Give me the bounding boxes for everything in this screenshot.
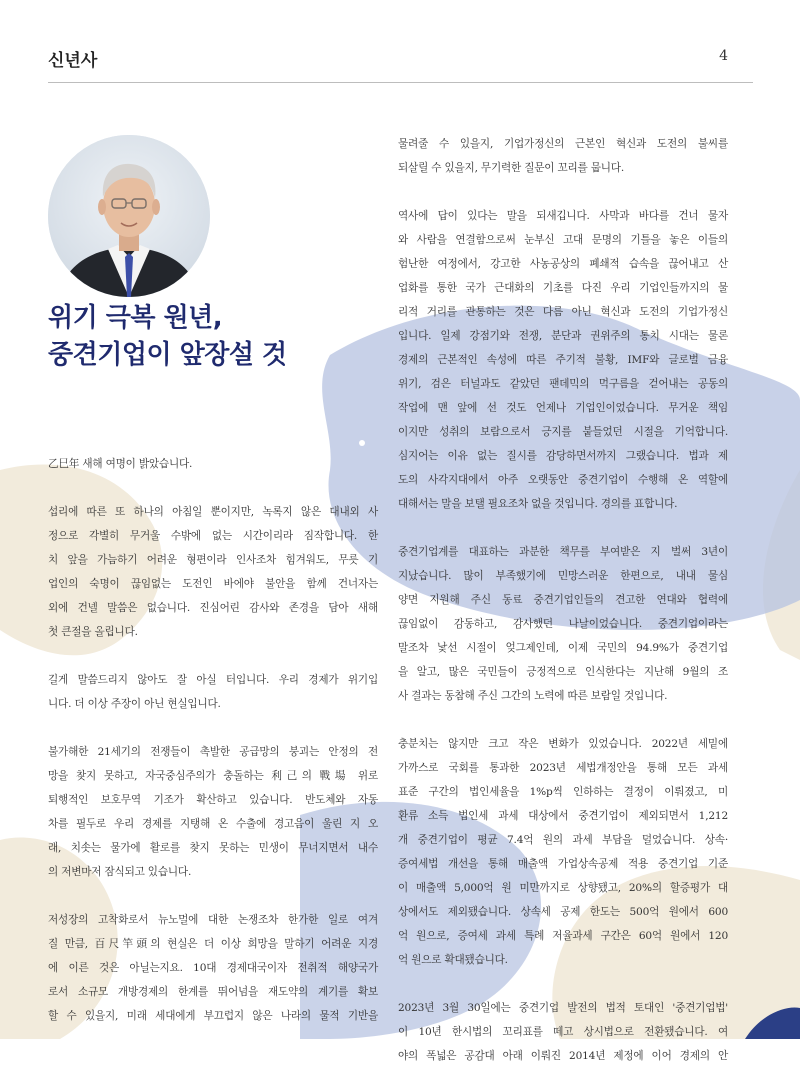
text-line: 경제의 근본적인 속성에 따른 주기적 불황, IMF와 글로벌 금융: [398, 354, 728, 366]
paragraph: [48, 908, 378, 1028]
text-line: 로서 소규모 개방경제의 한계를 뛰어넘을 재도약의 계기를 확보: [48, 986, 378, 998]
text-line: 乙巳年 새해 여명이 밝았습니다.: [48, 458, 193, 470]
text-line: 이지만 성취의 보람으로서 긍지를 붙들었던 시절을 기억합니다.: [398, 426, 728, 438]
text-line: 말조차 낯선 시절이 엊그제인데, 이제 국민의 94.9%가 중견기업: [398, 642, 728, 654]
text-line: 역사에 답이 있다는 말을 되새깁니다. 사막과 바다를 건너 물자: [398, 210, 728, 222]
text-line: 외에 건넬 말씀은 없습니다. 진심어린 감사와 존경을 담아 새해: [48, 602, 378, 614]
left-text-column: [48, 452, 378, 1028]
right-text-column: [398, 132, 728, 1068]
headline: [48, 300, 378, 374]
text-line: 이 10년 한시법의 꼬리표를 떼고 상시법으로 전환됐습니다. 여: [398, 1026, 728, 1038]
text-line: 억 원으로 확대됐습니다.: [398, 954, 508, 966]
text-line: 심지어는 이유 없는 질시를 감당하면서까지 그랬습니다. 법과 제: [398, 450, 728, 462]
text-line: 지났습니다. 많이 부족했기에 민망스러운 한편으로, 내내 물심: [398, 570, 728, 582]
paragraph: [48, 668, 378, 716]
text-line: 끊임없이 감동하고, 감사했던 나날이었습니다. 중견기업이라는: [398, 618, 728, 630]
paragraph: [48, 452, 378, 476]
decor-dot: [359, 440, 365, 446]
text-line: 사 결과는 동참해 주신 그간의 노력에 따른 보람일 것입니다.: [398, 690, 668, 702]
text-line: 중견기업계를 대표하는 과분한 책무를 부여받은 지 벌써 3년이: [398, 546, 728, 558]
text-line: 충분치는 않지만 크고 작은 변화가 있었습니다. 2022년 세밑에: [398, 738, 728, 750]
text-line: 래, 치솟는 물가에 활로를 찾지 못하는 민생이 무너지면서 내수: [48, 842, 378, 854]
text-line: 에 이른 것은 아닐는지요. 10대 경제대국이자 전취적 해양국가: [48, 962, 378, 974]
text-line: 환류 소득 법인세 과세 대상에서 중견기업이 제외되면서 1,212: [398, 810, 728, 822]
text-line: 업인의 숙명이 끊임없는 도전인 바에야 불안을 함께 건너자는: [48, 578, 378, 590]
text-line: 위기, 검은 터널과도 같았던 팬데믹의 먹구름을 걷어내는 공동의: [398, 378, 728, 390]
text-line: 야의 폭넓은 공감대 아래 이뤄진 2014년 제정에 이어 경제의 안: [398, 1050, 728, 1062]
text-line: 퇴행적인 보호무역 기조가 확산하고 있습니다. 반도체와 자동: [48, 794, 378, 806]
section-label: 신년사: [48, 51, 98, 71]
text-line: 2023년 3월 30일에는 중견기업 발전의 법적 토대인 '중견기업법': [398, 1002, 728, 1014]
text-line: 상에서도 제외됐습니다. 상속세 공제 한도는 500억 원에서 600: [398, 906, 728, 918]
header-divider: [48, 82, 753, 83]
text-line: 가까스로 국회를 통과한 2023년 세법개정안을 통해 모든 과세: [398, 762, 728, 774]
text-line: 정으로 각별히 무거울 수밖에 없는 시간이리라 짐작합니다. 한: [48, 530, 378, 542]
text-line: 할 수 있을지, 미래 세대에게 부끄럽지 않은 나라의 물적 기반을: [48, 1010, 378, 1022]
text-line: 저성장의 고착화로서 뉴노멀에 대한 논쟁조차 한가한 일로 여겨: [48, 914, 378, 926]
paragraph: [398, 204, 728, 516]
text-line: 되살릴 수 있을지, 무기력한 질문이 꼬리를 뭅니다.: [398, 162, 625, 174]
portrait-photo: [48, 135, 210, 297]
text-line: 양면 지원해 주신 동료 중견기업인들의 견고한 연대와 협력에: [398, 594, 728, 606]
text-line: 증여세법 개선을 통해 매출액 가업상속공제 적용 중견기업 기준: [398, 858, 728, 870]
text-line: 첫 큰절을 올립니다.: [48, 626, 138, 638]
text-line: 업화를 통한 국가 근대화의 기초를 다진 우리 기업인들까지의 물: [398, 282, 728, 294]
text-line: 입니다. 일제 강점기와 전쟁, 분단과 권위주의 통치 시대는 물론: [398, 330, 728, 342]
text-line: 이 매출액 5,000억 원 미만까지로 상향됐고, 20%의 할증평가 대: [398, 882, 728, 894]
text-line: 섭리에 따른 또 하나의 아침일 뿐이지만, 녹록지 않은 대내외 사: [48, 506, 378, 518]
text-line: 개 중견기업이 평균 7.4억 원의 과세 부담을 덜었습니다. 상속·: [398, 834, 728, 846]
text-line: 의 저변마저 잠식되고 있습니다.: [48, 866, 192, 878]
portrait-illustration: [48, 135, 210, 297]
text-line: 길게 말씀드리지 않아도 잘 아실 터입니다. 우리 경제가 위기입: [48, 674, 378, 686]
text-line: 을 알고, 많은 국민들이 긍정적으로 인식한다는 지난해 9월의 조: [398, 666, 728, 678]
text-line: 작업에 맨 앞에 선 것도 언제나 기업인이었습니다. 무거운 책임: [398, 402, 728, 414]
paragraph: [398, 540, 728, 708]
text-line: 대해서는 말을 보탤 필요조차 없을 것입니다. 경의를 표합니다.: [398, 498, 678, 510]
text-line: 치 앞을 가늠하기 어려운 형편이라 인사조차 힘겨워도, 무릇 기: [48, 554, 378, 566]
text-line: 표준 구간의 법인세율을 1%p씩 인하하는 결정이 이뤄졌고, 미: [398, 786, 728, 798]
text-line: 물려줄 수 있을지, 기업가정신의 근본인 혁신과 도전의 불씨를: [398, 138, 728, 150]
headline-line-2: 중견기업이 앞장설 것: [48, 340, 287, 370]
paragraph: [398, 732, 728, 972]
text-line: 리적 거리를 관통하는 것은 다름 아닌 혁신과 도전의 기업가정신: [398, 306, 728, 318]
page-header: [48, 46, 728, 76]
headline-line-1: 위기 극복 원년,: [48, 303, 223, 333]
text-line: 차를 필두로 우리 경제를 지탱해 온 수출에 경고음이 울린 지 오: [48, 818, 378, 830]
paragraph: [48, 740, 378, 884]
text-line: 와 사람을 연결함으로써 눈부신 고대 문명의 기틀을 놓은 이들의: [398, 234, 728, 246]
text-line: 니다. 더 이상 주장이 아닌 현실입니다.: [48, 698, 221, 710]
text-line: 도의 사각지대에서 아주 오랫동안 중견기업이 수행해 온 역할에: [398, 474, 728, 486]
text-line: 질 만큼, 百尺竿頭의 현실은 더 이상 희망을 말하기 어려운 지경: [48, 938, 378, 950]
paragraph: [398, 996, 728, 1068]
text-line: 불가해한 21세기의 전쟁들이 촉발한 공급망의 붕괴는 안정의 전: [48, 746, 378, 758]
page-number: 4: [719, 48, 728, 64]
text-line: 험난한 여정에서, 강고한 사농공상의 폐쇄적 습속을 끊어내고 산: [398, 258, 728, 270]
text-line: 망을 찾지 못하고, 자국중심주의가 충돌하는 利己의 戰場 위로: [48, 770, 378, 782]
paragraph: [48, 500, 378, 644]
text-line: 억 원으로, 증여세 과세 특례 저율과세 구간은 60억 원에서 120: [398, 930, 728, 942]
paragraph: [398, 132, 728, 180]
